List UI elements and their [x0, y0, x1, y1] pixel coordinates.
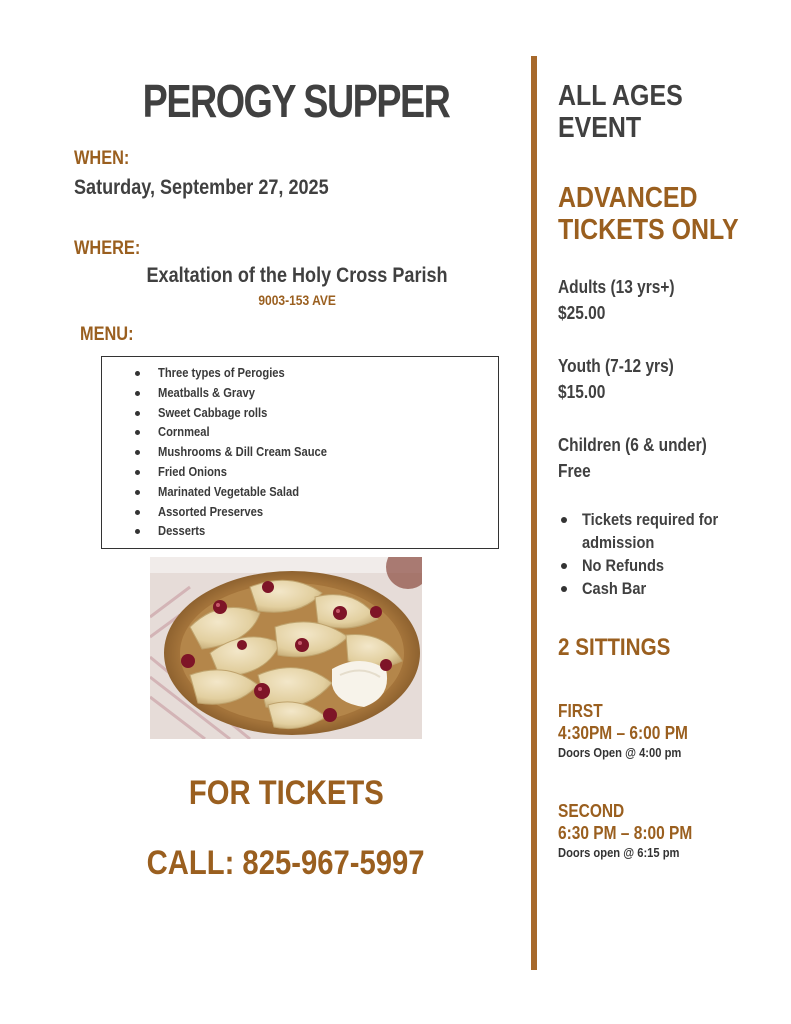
advanced-tickets-heading: ADVANCED TICKETS ONLY [558, 182, 739, 246]
bullet-icon [135, 490, 140, 495]
bullet-icon [561, 586, 567, 592]
note-item: Tickets required for [558, 508, 778, 531]
bullet-icon [135, 450, 140, 455]
perogies-photo [150, 557, 422, 739]
menu-item: Desserts [102, 521, 498, 541]
price-youth: Youth (7-12 yrs) $15.00 [558, 356, 674, 402]
note-item-continued: admission [582, 533, 655, 552]
bullet-icon [135, 470, 140, 475]
menu-box [101, 356, 499, 549]
menu-item: Cornmeal [102, 422, 498, 442]
bullet-icon [135, 391, 140, 396]
venue-name: Exaltation of the Holy Cross Parish [146, 264, 448, 287]
bullet-icon [135, 430, 140, 435]
price-adults: Adults (13 yrs+) $25.00 [558, 277, 675, 323]
venue-address: 9003-153 AVE [258, 292, 336, 308]
note-item: No Refunds [558, 554, 778, 577]
bullet-icon [135, 510, 140, 515]
for-tickets-heading: FOR TICKETS [188, 774, 384, 812]
bullet-icon [135, 371, 140, 376]
menu-item: Sweet Cabbage rolls [102, 403, 498, 423]
second-sitting: SECOND 6:30 PM – 8:00 PM Doors open @ 6:15 pm [558, 801, 693, 860]
bullet-icon [135, 411, 140, 416]
call-phone: CALL: 825-967-5997 [147, 844, 425, 882]
menu-item: Assorted Preserves [102, 502, 498, 522]
menu-label: MENU: [80, 324, 134, 345]
menu-item: Marinated Vegetable Salad [102, 482, 498, 502]
all-ages-heading: ALL AGES EVENT [558, 80, 683, 144]
where-label: WHERE: [74, 238, 141, 259]
note-item: Cash Bar [558, 577, 778, 600]
bullet-icon [561, 517, 567, 523]
menu-list [102, 357, 498, 541]
menu-item: Meatballs & Gravy [102, 383, 498, 403]
when-label: WHEN: [74, 148, 130, 169]
column-divider [531, 56, 537, 970]
bullet-icon [135, 529, 140, 534]
first-sitting: FIRST 4:30PM – 6:00 PM Doors Open @ 4:00 pm [558, 701, 688, 760]
ticket-notes [558, 508, 778, 600]
menu-item: Three types of Perogies [102, 363, 498, 383]
bullet-icon [561, 563, 567, 569]
price-children: Children (6 & under) Free [558, 435, 707, 481]
menu-item: Fried Onions [102, 462, 498, 482]
page-title: PEROGY SUPPER [143, 75, 450, 127]
sittings-heading: 2 SITTINGS [558, 634, 671, 661]
event-date: Saturday, September 27, 2025 [74, 176, 329, 199]
menu-item: Mushrooms & Dill Cream Sauce [102, 442, 498, 462]
